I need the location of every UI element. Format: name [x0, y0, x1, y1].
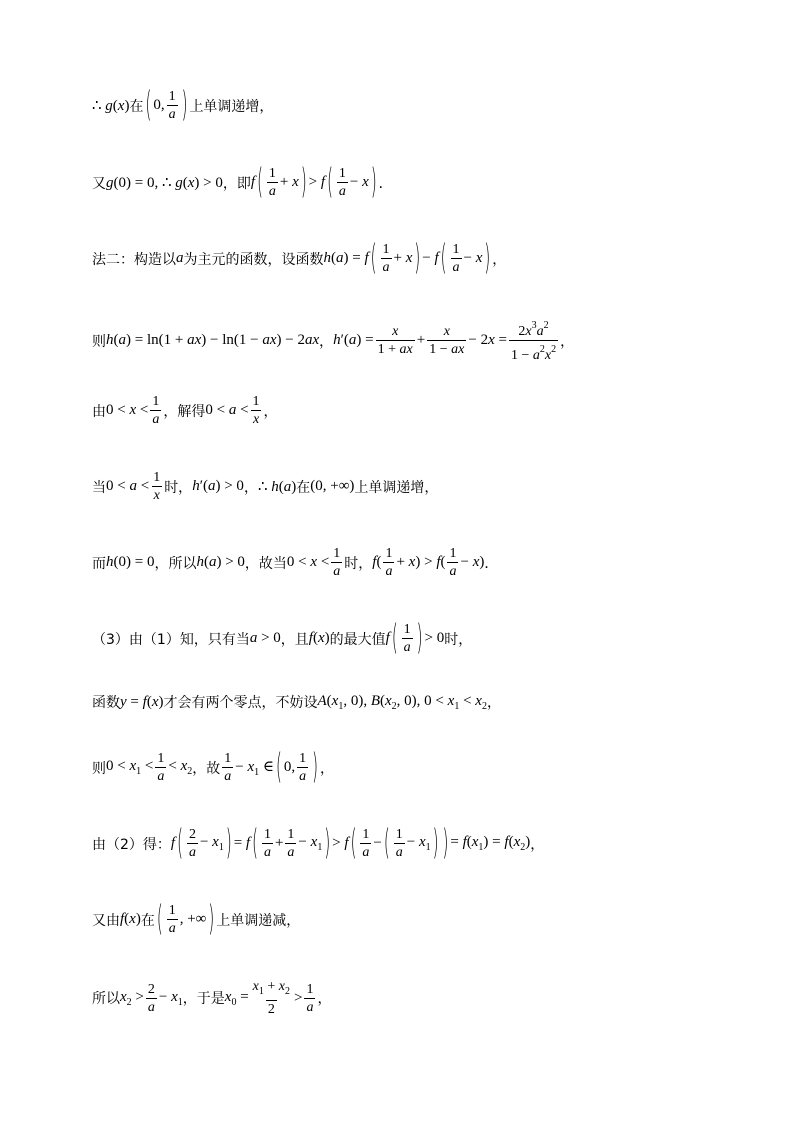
- fraction: $\frac{1}{a}$: [168, 89, 176, 122]
- math: h(0) = 0: [106, 554, 155, 570]
- fraction: $\frac{1}{a}$: [263, 827, 271, 860]
- proof-line-3: [92, 236, 507, 279]
- math: 0 < a <: [106, 478, 150, 494]
- math: − $x_1$: [158, 988, 183, 1008]
- fraction: $\frac{1}{x}$: [153, 470, 161, 503]
- paren: (: [383, 821, 390, 864]
- math: a > 0: [249, 630, 281, 646]
- math: = f: [233, 835, 251, 851]
- paren: (: [257, 160, 263, 203]
- fraction: $\frac{1}{a}$: [287, 827, 295, 860]
- text: ，: [319, 760, 334, 777]
- paren: (: [276, 745, 282, 788]
- text: 则: [92, 760, 106, 777]
- text: ，: [492, 251, 507, 268]
- math: < $x_2$: [168, 758, 193, 777]
- math: 0 < a <: [205, 402, 249, 418]
- paren: ): [370, 160, 377, 203]
- fraction: $\frac{1}{a}$: [449, 546, 457, 579]
- math: $x_0$ =: [224, 988, 249, 1008]
- proof-line-10: [92, 745, 334, 788]
- math: h(a) > 0: [196, 554, 245, 570]
- text: 时，: [344, 555, 373, 572]
- proof-line-11: [92, 821, 545, 864]
- math: 0 < x <: [286, 554, 330, 570]
- paren: ): [416, 616, 423, 659]
- text: ，: [243, 479, 258, 496]
- math: h(a) = f: [323, 250, 369, 266]
- math: − x: [463, 250, 483, 266]
- fraction: $\frac{1}{a}$: [333, 546, 341, 579]
- text: 由（2）得：: [92, 836, 171, 853]
- text: 法二：构造以: [92, 251, 176, 268]
- text: ，: [263, 403, 278, 420]
- text: ，解得: [163, 403, 206, 420]
- text: 时，: [444, 631, 473, 648]
- text: ，所以: [154, 555, 197, 572]
- math: $x_2$ >: [120, 988, 144, 1008]
- fraction: $\frac{1}{a}$: [268, 166, 276, 199]
- math: $0 < x_1$ <: [106, 758, 154, 777]
- math: h(a) = ln(1 + ax) − ln(1 − ax) − 2ax: [106, 332, 320, 348]
- fraction: $\frac{1}{a}$: [168, 903, 176, 936]
- fraction: $\frac{1}{a}$: [224, 751, 232, 784]
- math: > f: [332, 835, 349, 851]
- text: ，故: [192, 760, 221, 777]
- fraction: $\frac{1}{a}$: [385, 546, 393, 579]
- text: 上单调递减，: [216, 912, 301, 929]
- fraction: $\frac{2}{a}$: [188, 827, 196, 860]
- proof-line-6: [92, 469, 438, 504]
- paren: (: [350, 821, 357, 864]
- math: $A(x_1$, 0), $B(x_2$, 0), $0 < x_1 < x_2$: [317, 692, 487, 712]
- text: 则: [92, 333, 106, 350]
- fraction: $\frac{1}{a}$: [403, 622, 411, 655]
- fraction: $\frac{x}{1 + ax}$: [377, 324, 413, 357]
- math: − $x_1$ ∈: [235, 759, 274, 778]
- math: − $x_1$: [406, 834, 431, 853]
- text: ，: [317, 991, 332, 1007]
- math: f: [170, 835, 176, 851]
- math: −: [373, 835, 382, 851]
- text: 为主元的函数，设函数: [183, 251, 324, 268]
- paren: (: [370, 236, 377, 279]
- text: 又由: [92, 912, 120, 929]
- text: ，: [560, 333, 575, 350]
- fraction: $\frac{1}{a}$: [338, 166, 346, 199]
- math: + x) > f(: [396, 554, 446, 570]
- fraction: $\frac{1}{x}$: [252, 394, 260, 427]
- text: ，: [486, 695, 501, 711]
- text: 的最大值: [329, 631, 386, 648]
- paren: (: [391, 616, 398, 659]
- math: f: [385, 630, 390, 646]
- text: 而: [92, 555, 106, 572]
- text: 又: [92, 175, 106, 192]
- text: 才会有两个零点，不妨设: [163, 695, 318, 711]
- paren: ): [225, 821, 232, 864]
- math: h′(a) =: [333, 332, 374, 348]
- math: , +∞: [179, 911, 207, 927]
- math: − x: [349, 174, 369, 190]
- paren: ): [432, 821, 439, 864]
- text: ，: [530, 836, 545, 853]
- paren: ): [300, 160, 307, 203]
- paren: ): [208, 897, 215, 940]
- text: ，故当: [244, 555, 287, 572]
- text: ，且: [280, 631, 309, 648]
- text: （3）由（1）知，只有当: [92, 631, 250, 648]
- proof-line-9: [92, 692, 501, 712]
- math: h′(a) > 0: [192, 478, 244, 494]
- fraction: $\frac{1}{a}$: [362, 827, 370, 860]
- math: >: [294, 989, 303, 1006]
- math: − x): [460, 554, 485, 570]
- paren: ): [312, 745, 318, 788]
- math: 0 < x <: [106, 402, 149, 418]
- math: − 2x =: [468, 332, 507, 348]
- paren: (: [440, 236, 447, 279]
- math: 0,: [153, 97, 165, 113]
- proof-line-12: [92, 897, 301, 940]
- proof-line-7: [92, 545, 498, 580]
- fraction: $\frac{1}{a}$: [299, 751, 307, 784]
- text: 在: [140, 912, 155, 929]
- math-therefore-g: ∴ g(x): [92, 98, 130, 114]
- text: ，即: [222, 175, 251, 192]
- math: > 0: [424, 630, 445, 646]
- paren: (: [156, 897, 163, 940]
- math: f: [250, 174, 256, 190]
- text: 由: [92, 403, 106, 420]
- paren: ): [324, 821, 331, 864]
- text: 当: [92, 479, 106, 496]
- math: f(x): [120, 911, 141, 927]
- math: a: [176, 250, 184, 266]
- fraction: $\frac{1}{a}$: [452, 242, 460, 275]
- math: > f: [308, 174, 326, 190]
- math: g(0) = 0, ∴ g(x) > 0: [106, 175, 223, 191]
- fraction: $\frac{1}{a}$: [395, 827, 403, 860]
- text: 在: [296, 479, 311, 496]
- math: + x: [279, 174, 299, 190]
- math: y = f(x): [120, 693, 164, 710]
- proof-line-4: [92, 317, 574, 364]
- math: 0,: [283, 759, 296, 775]
- text: ．: [378, 175, 393, 192]
- text: ，: [319, 333, 334, 350]
- fraction: $\frac{x}{1 - ax}$: [429, 324, 465, 357]
- paren: ): [484, 236, 491, 279]
- proof-line-8: [92, 616, 473, 659]
- paren: (: [177, 821, 183, 864]
- text: 所以: [92, 991, 120, 1007]
- proof-line-2: [92, 160, 393, 203]
- math: + x: [393, 250, 413, 266]
- text: ．: [484, 555, 499, 572]
- math: +: [274, 835, 284, 851]
- math: − $x_1$: [298, 834, 323, 853]
- math: (0, +∞): [310, 478, 355, 494]
- fraction: $\frac{x_1 + x_2}{2}$: [252, 979, 291, 1017]
- text: 在: [129, 98, 144, 115]
- text: 上单调递增，: [354, 479, 439, 496]
- math: +: [416, 332, 426, 348]
- fraction: $\frac{1}{a}$: [382, 242, 390, 275]
- proof-line-1: [92, 83, 274, 126]
- text: 函数: [92, 695, 120, 711]
- math: − f: [422, 250, 439, 266]
- paren: ): [414, 236, 421, 279]
- paren: (: [327, 160, 333, 203]
- paren: (: [145, 83, 152, 126]
- fraction: $\frac{1}{a}$: [157, 751, 165, 784]
- paren: (: [252, 821, 258, 864]
- fraction: $\frac{1}{a}$: [152, 394, 160, 427]
- proof-line-5: [92, 393, 278, 428]
- fraction: $\frac{2}{a}$: [147, 981, 155, 1015]
- text: 时，: [164, 479, 193, 496]
- math: f(x): [308, 630, 330, 646]
- proof-line-13: [92, 978, 331, 1018]
- math: f(: [372, 554, 382, 570]
- fraction: $\frac{2x^3a^2}{1 - a^2x^2}$: [510, 320, 557, 363]
- text: ，于是: [182, 991, 225, 1007]
- fraction: $\frac{1}{a}$: [306, 981, 314, 1015]
- math: ∴ h(a): [257, 479, 297, 495]
- math: − $x_1$: [199, 834, 224, 853]
- math: = $f(x_1) = f(x_2)$: [450, 834, 531, 853]
- text: 上单调递增，: [189, 98, 274, 115]
- paren: ): [181, 83, 188, 126]
- paren: ): [442, 821, 449, 864]
